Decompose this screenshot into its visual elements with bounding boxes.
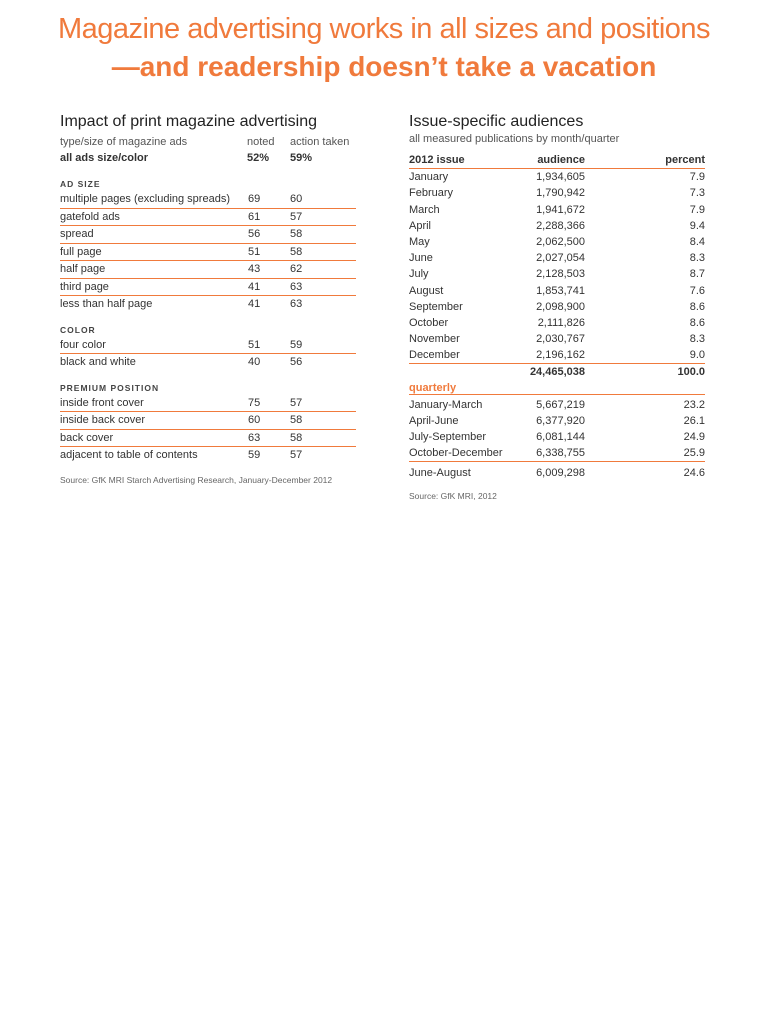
summer-audience: 6,009,298 (536, 467, 585, 480)
impact-row-label: back cover (60, 431, 114, 444)
month-percent: 7.9 (689, 203, 705, 216)
section-heading: AD SIZE (60, 179, 101, 189)
quarter-label: July-September (409, 431, 487, 443)
impact-row-label: half page (60, 263, 106, 275)
all-ads-action: 59% (290, 152, 313, 164)
quarter-audience: 6,081,144 (536, 431, 585, 443)
month-row (409, 331, 705, 347)
month-row (409, 202, 705, 218)
month-percent: 8.6 (689, 300, 705, 313)
impact-row-label: four color (60, 338, 106, 351)
month-percent: 8.7 (689, 268, 705, 281)
section-heading: PREMIUM POSITION (60, 382, 160, 393)
month-label: July (409, 268, 429, 281)
total-audience: 24,465,038 (529, 366, 585, 379)
impact-row (60, 279, 356, 297)
month-audience: 2,027,054 (536, 252, 585, 265)
impact-table (60, 112, 356, 485)
impact-row (60, 191, 356, 209)
impact-row-action: 58 (290, 414, 303, 426)
quarter-percent: 25.9 (683, 447, 705, 460)
month-audience: 2,062,500 (536, 235, 585, 248)
impact-row-noted: 61 (248, 210, 261, 223)
month-row (409, 169, 705, 185)
month-audience: 2,111,826 (537, 316, 585, 329)
month-audience: 2,288,366 (536, 219, 585, 232)
col-percent-header: percent (665, 154, 705, 166)
quarter-rows (409, 397, 705, 463)
month-row (409, 234, 705, 250)
quarter-row (409, 429, 705, 445)
quarter-audience: 6,338,755 (536, 447, 585, 460)
impact-row-action: 57 (290, 396, 303, 409)
month-label: October (409, 316, 449, 329)
impact-row-label: multiple pages (excluding spreads) (60, 193, 230, 205)
month-percent: 9.4 (689, 219, 705, 232)
impact-row-noted: 51 (248, 338, 261, 351)
month-audience: 1,790,942 (536, 187, 585, 200)
impact-row-label: adjacent to table of contents (60, 449, 198, 461)
impact-row-label: spread (60, 228, 94, 240)
impact-row-action: 58 (290, 228, 303, 240)
month-label: March (409, 203, 440, 216)
quarter-row (409, 413, 705, 429)
month-audience: 1,934,605 (536, 171, 585, 184)
col-action-header: action taken (290, 136, 350, 148)
impact-row-noted: 56 (248, 228, 261, 240)
impact-row-label: black and white (60, 356, 136, 368)
impact-row-action: 58 (290, 245, 303, 258)
section-heading: COLOR (60, 324, 96, 335)
impact-row-label: gatefold ads (60, 210, 120, 223)
month-audience: 2,128,503 (536, 268, 585, 281)
impact-row-label: third page (60, 280, 109, 293)
audiences-table (409, 112, 705, 501)
month-row (409, 250, 705, 266)
impact-row-label: inside back cover (60, 414, 145, 426)
impact-row-noted: 75 (248, 396, 261, 409)
impact-row-label: less than half page (60, 298, 153, 310)
quarter-row (409, 445, 705, 462)
impact-row-action: 63 (290, 298, 303, 310)
impact-row-label: inside front cover (60, 396, 144, 409)
impact-row-label: full page (60, 245, 102, 258)
impact-row (60, 261, 356, 279)
quarterly-row (409, 381, 705, 395)
subheadline: —and readership doesn’t take a vacation (111, 51, 657, 82)
quarter-percent: 24.9 (683, 431, 705, 443)
col-type-header: type/size of magazine ads (60, 136, 188, 148)
month-row (409, 218, 705, 234)
impact-row-noted: 59 (248, 449, 261, 461)
month-label: September (409, 300, 463, 313)
audiences-source: Source: GfK MRI, 2012 (409, 490, 497, 501)
month-label: January (409, 171, 449, 184)
month-label: November (409, 333, 460, 346)
month-percent: 8.3 (689, 333, 705, 346)
quarter-percent: 26.1 (683, 414, 705, 427)
all-ads-label: all ads size/color (60, 152, 149, 164)
month-row (409, 299, 705, 315)
impact-row-action: 57 (290, 449, 303, 461)
impact-row-noted: 41 (248, 280, 261, 293)
impact-row-action: 60 (290, 193, 303, 205)
impact-row (60, 337, 356, 355)
impact-row (60, 395, 356, 413)
quarter-label: April-June (409, 414, 459, 427)
month-row (409, 266, 705, 282)
impact-row-noted: 63 (248, 431, 261, 444)
month-row (409, 315, 705, 331)
impact-row-noted: 51 (248, 245, 261, 258)
impact-source: Source: GfK MRI Starch Advertising Research, January-December 2012 (60, 474, 333, 485)
impact-row (60, 244, 356, 262)
month-label: April (409, 219, 432, 232)
col-issue-header: 2012 issue (409, 154, 465, 166)
month-percent: 7.9 (689, 171, 705, 184)
month-label: May (409, 235, 430, 248)
quarterly-label: quarterly (409, 381, 457, 394)
quarter-row (409, 397, 705, 413)
audiences-title: Issue-specific audiences (409, 113, 584, 130)
month-row (409, 185, 705, 201)
quarter-label: January-March (409, 398, 483, 411)
impact-row-action: 57 (290, 210, 303, 223)
impact-row (60, 412, 356, 430)
impact-row (60, 226, 356, 244)
impact-row-noted: 60 (248, 414, 261, 426)
headline: Magazine advertising works in all sizes and positions (57, 13, 711, 45)
month-audience: 2,030,767 (536, 333, 585, 346)
total-row (409, 364, 705, 380)
month-audience: 1,853,741 (536, 284, 585, 297)
month-label: February (409, 187, 454, 200)
month-row (409, 283, 705, 299)
impact-title: Impact of print magazine advertising (60, 113, 318, 130)
impact-row (60, 447, 356, 464)
month-label: August (409, 284, 444, 297)
impact-row (60, 296, 356, 313)
month-audience: 2,196,162 (536, 349, 585, 362)
month-percent: 7.6 (689, 284, 705, 297)
impact-row-action: 62 (290, 263, 303, 275)
summer-percent: 24.6 (683, 467, 705, 480)
quarter-audience: 6,377,920 (536, 414, 585, 427)
all-ads-noted: 52% (247, 152, 270, 164)
quarter-label: October-December (409, 447, 503, 460)
impact-sections (60, 177, 356, 464)
impact-row (60, 430, 356, 448)
audiences-subtitle: all measured publications by month/quarter (409, 133, 620, 145)
month-row (409, 347, 705, 364)
impact-row-noted: 40 (248, 356, 261, 368)
month-label: December (409, 349, 460, 362)
impact-row (60, 209, 356, 227)
month-percent: 8.6 (689, 316, 705, 329)
audiences-header-row (409, 152, 705, 169)
impact-row-noted: 69 (248, 193, 261, 205)
month-audience: 1,941,672 (536, 203, 585, 216)
month-rows (409, 169, 705, 364)
impact-row-action: 58 (290, 431, 303, 444)
month-label: June (409, 252, 433, 265)
impact-row-action: 63 (290, 280, 303, 293)
month-percent: 8.3 (689, 252, 705, 265)
impact-row-action: 56 (290, 356, 303, 368)
month-percent: 8.4 (689, 235, 705, 248)
impact-row-noted: 41 (248, 298, 261, 310)
all-ads-row (60, 149, 356, 167)
total-percent: 100.0 (677, 366, 705, 379)
impact-row-action: 59 (290, 338, 303, 351)
impact-row-noted: 43 (248, 263, 261, 275)
quarter-percent: 23.2 (683, 398, 705, 411)
impact-header-row (60, 135, 356, 149)
col-noted-header: noted (247, 136, 275, 148)
impact-row (60, 354, 356, 371)
month-audience: 2,098,900 (536, 300, 585, 313)
quarter-audience: 5,667,219 (536, 398, 585, 411)
month-percent: 9.0 (689, 349, 705, 362)
summer-row (409, 465, 705, 481)
month-percent: 7.3 (689, 187, 705, 200)
col-audience-header: audience (537, 154, 585, 166)
summer-label: June-August (409, 467, 471, 480)
